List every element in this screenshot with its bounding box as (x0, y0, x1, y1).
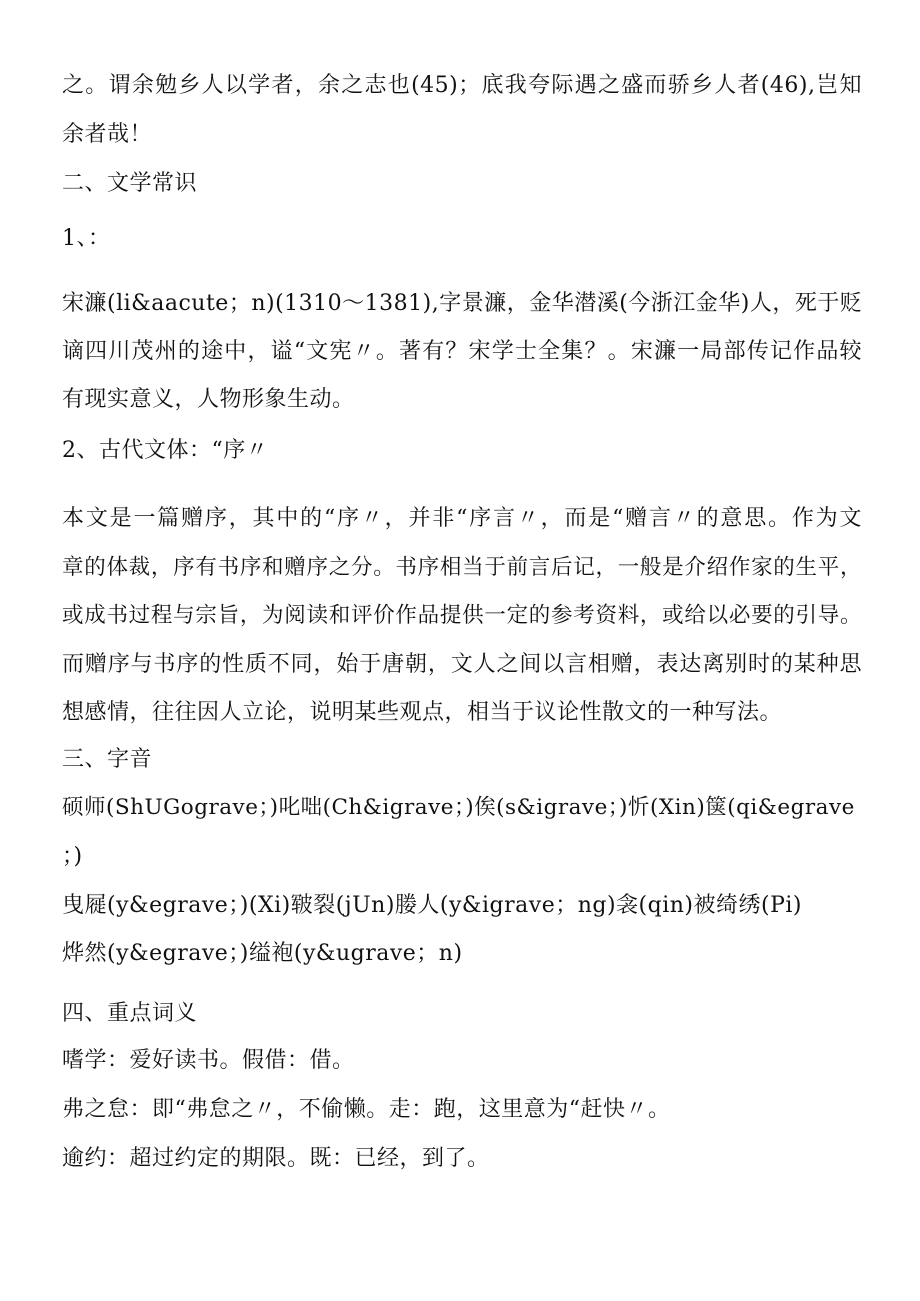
item-2-line-4: 而赠序与书序的性质不同，始于唐朝，文人之间以言相赠，表达离别时的某种思 (62, 652, 862, 677)
key-words-line-1: 嗜学：爱好读书。假借：借。 (62, 1048, 355, 1073)
pronunciation-line-4: 烨然(y&egrave；)缢袍(y&ugrave；n) (62, 941, 463, 966)
item-2-label: 2、古代文体：“序〃 (62, 438, 269, 463)
item-1-line-3: 有现实意义，人物形象生动。 (62, 387, 355, 412)
item-2-line-5: 想感情，往往因人立论，说明某些观点，相当于议论性散文的一种写法。 (62, 700, 783, 725)
item-1-label: 1、： (62, 226, 111, 251)
item-2-line-3: 或成书过程与宗旨，为阅读和评价作品提供一定的参考资料，或给以必要的引导。 (62, 603, 862, 628)
item-2-line-1: 本文是一篇赠序，其中的“序〃，并非“序言〃，而是“赠言〃的意思。作为文 (62, 506, 862, 531)
item-1-line-1: 宋濂(li&aacute；n)(1310～1381),字景濂，金华潜溪(今浙江金华)人，死于贬 (62, 291, 863, 316)
pronunciation-line-3: 曳屣(y&egrave；)(Xi)皲裂(jUn)媵人(y&igrave；ng)衾(qin)被绮绣(Pi) (62, 893, 803, 918)
key-words-line-3: 逾约：超过约定的期限。既：已经，到了。 (62, 1146, 490, 1171)
intro-line-2: 余者哉！ (62, 122, 153, 147)
intro-line-1: 之。谓余勉乡人以学者，余之志也(45)；底我夸际遇之盛而骄乡人者(46),岂知 (62, 73, 862, 98)
section-heading-key-words: 四、重点词义 (62, 1001, 198, 1026)
section-heading-pronunciation: 三、字音 (62, 747, 153, 772)
section-heading-literary-knowledge: 二、文学常识 (62, 171, 198, 196)
item-1-line-2: 谪四川茂州的途中，谥“文宪〃。著有？宋学士全集？。宋濂一局部传记作品较 (62, 339, 862, 364)
item-2-line-2: 章的体裁，序有书序和赠序之分。书序相当于前言后记，一般是介绍作家的生平， (62, 555, 862, 580)
pronunciation-line-1: 硕师(ShUGograve；)叱咄(Ch&igrave；)俟(s&igrave；)忻(Xin)箧(qi&egrave (62, 795, 855, 820)
pronunciation-line-2: ；) (62, 844, 83, 869)
key-words-line-2: 弗之怠：即“弗怠之〃，不偷懒。走：跑，这里意为“赶快〃。 (62, 1097, 671, 1122)
